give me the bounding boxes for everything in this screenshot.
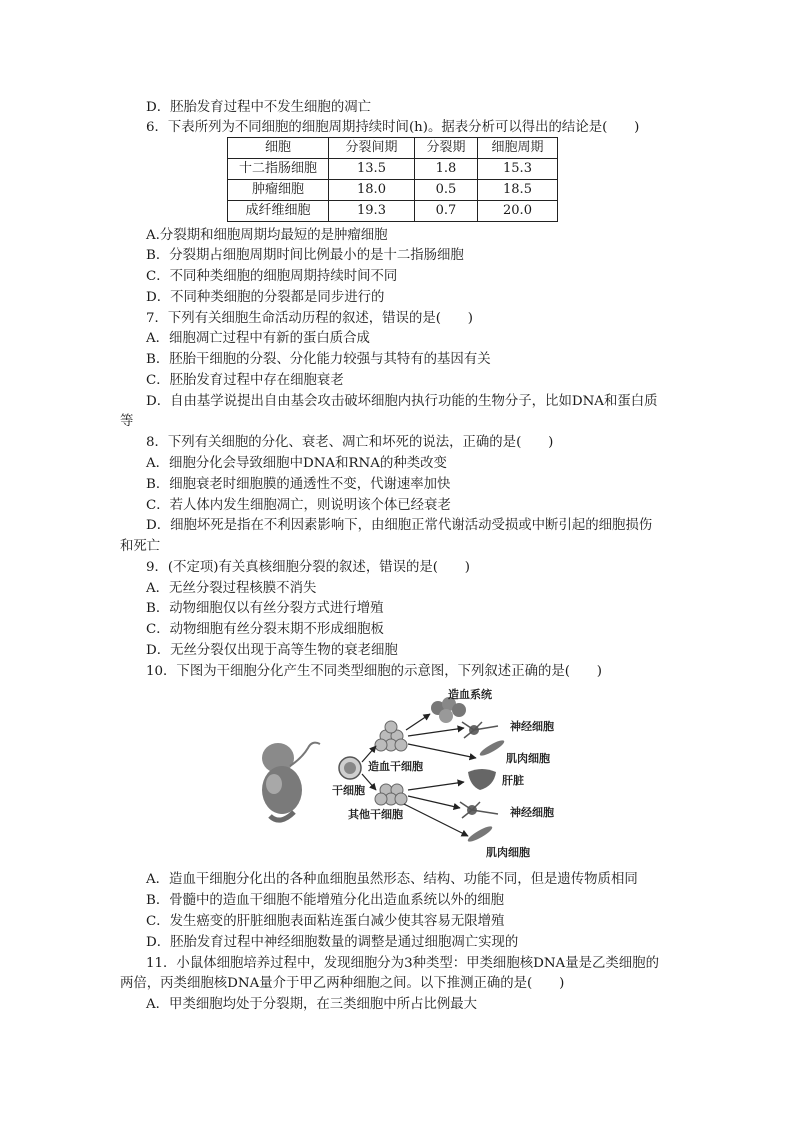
question-8: 8．下列有关细胞的分化、衰老、凋亡和坏死的说法，正确的是( ) bbox=[146, 435, 554, 450]
option-10a: A．造血干细胞分化出的各种血细胞虽然形态、结构、功能不同，但是遗传物质相同 bbox=[146, 872, 638, 887]
option-6d: D．不同种类细胞的分裂都是同步进行的 bbox=[146, 290, 385, 305]
option-9c: C．动物细胞有丝分裂末期不形成细胞板 bbox=[146, 622, 384, 637]
table-cell: 20.0 bbox=[478, 201, 558, 222]
question-6: 6．下表所列为不同细胞的细胞周期持续时间(h)。据表分析可以得出的结论是( ) bbox=[146, 120, 640, 135]
question-9: 9．(不定项)有关真核细胞分裂的叙述，错误的是( ) bbox=[146, 560, 471, 575]
option-10c: C．发生癌变的肝脏细胞表面粘连蛋白减少使其容易无限增殖 bbox=[146, 914, 505, 929]
muscle-cell-icon bbox=[466, 824, 494, 844]
question-10: 10．下图为干细胞分化产生不同类型细胞的示意图，下列叙述正确的是( ) bbox=[146, 664, 602, 679]
table-header-cell: 细胞周期 bbox=[478, 138, 558, 159]
option-6a: A.分裂期和细胞周期均最短的是肿瘤细胞 bbox=[146, 228, 388, 243]
neuron-icon bbox=[460, 802, 498, 818]
table-cell: 0.7 bbox=[415, 201, 478, 222]
table-cell: 1.8 bbox=[415, 159, 478, 180]
stem-cell bbox=[339, 757, 361, 779]
option-10b: B．骨髓中的造血干细胞不能增殖分化出造血系统以外的细胞 bbox=[146, 893, 504, 908]
option-7d-cont: 等 bbox=[120, 414, 134, 429]
question-11: 11．小鼠体细胞培养过程中，发现细胞分为3种类型：甲类细胞核DNA量是乙类细胞的 bbox=[146, 956, 659, 971]
option-8b: B．细胞衰老时细胞膜的通透性不变，代谢速率加快 bbox=[146, 477, 451, 492]
table-header-row bbox=[228, 138, 558, 159]
label-stem-cell: 干细胞 bbox=[332, 784, 365, 797]
label-neuron-top: 神经细胞 bbox=[510, 720, 554, 733]
liver-icon bbox=[468, 769, 496, 790]
option-7a: A．细胞凋亡过程中有新的蛋白质合成 bbox=[146, 331, 370, 346]
table-header-cell: 细胞 bbox=[228, 138, 329, 159]
label-other-stem: 其他干细胞 bbox=[348, 808, 403, 821]
option-9d: D．无丝分裂仅出现于高等生物的衰老细胞 bbox=[146, 643, 398, 658]
table-cell: 0.5 bbox=[415, 180, 478, 201]
muscle-cell-icon bbox=[478, 738, 506, 758]
other-stem-cluster bbox=[375, 784, 407, 805]
label-blood-system: 造血系统 bbox=[448, 688, 492, 701]
option-7c: C．胚胎发育过程中存在细胞衰老 bbox=[146, 373, 344, 388]
option-7d: D．自由基学说提出自由基会攻击破坏细胞内执行功能的生物分子，比如DNA和蛋白质 bbox=[146, 394, 658, 409]
table-row bbox=[228, 159, 558, 180]
table-cell: 18.0 bbox=[329, 180, 415, 201]
option-10d: D．胚胎发育过程中神经细胞数量的调整是通过细胞凋亡实现的 bbox=[146, 935, 519, 950]
label-muscle-top: 肌肉细胞 bbox=[506, 752, 550, 765]
table-cell: 十二指肠细胞 bbox=[228, 159, 329, 180]
hsc-cluster bbox=[375, 721, 407, 751]
option-6b: B．分裂期占细胞周期时间比例最小的是十二指肠细胞 bbox=[146, 248, 464, 263]
table-row bbox=[228, 180, 558, 201]
option-9a: A．无丝分裂过程核膜不消失 bbox=[146, 581, 317, 596]
question-7: 7．下列有关细胞生命活动历程的叙述，错误的是( ) bbox=[146, 311, 473, 326]
option-9b: B．动物细胞仅以有丝分裂方式进行增殖 bbox=[146, 601, 384, 616]
option-6c: C．不同种类细胞的细胞周期持续时间不同 bbox=[146, 269, 398, 284]
table-cell: 成纤维细胞 bbox=[228, 201, 329, 222]
table-cell: 15.3 bbox=[478, 159, 558, 180]
option-11a: A．甲类细胞均处于分裂期，在三类细胞中所占比例最大 bbox=[146, 997, 478, 1012]
table-row bbox=[228, 201, 558, 222]
table-cell: 18.5 bbox=[478, 180, 558, 201]
table-header-cell: 分裂间期 bbox=[329, 138, 415, 159]
option-8c: C．若人体内发生细胞凋亡，则说明该个体已经衰老 bbox=[146, 498, 451, 513]
stem-cell-differentiation-figure bbox=[250, 686, 580, 862]
table-cell: 19.3 bbox=[329, 201, 415, 222]
option-8a: A．细胞分化会导致细胞中DNA和RNA的种类改变 bbox=[146, 456, 447, 471]
fetus-illustration bbox=[262, 743, 320, 821]
option-8d-cont: 和死亡 bbox=[120, 539, 161, 554]
label-muscle-bottom: 肌肉细胞 bbox=[486, 846, 530, 859]
option-7b: B．胚胎干细胞的分裂、分化能力较强与其特有的基因有关 bbox=[146, 352, 491, 367]
question-11-cont: 两倍，丙类细胞核DNA量介于甲乙两种细胞之间。以下推测正确的是( ) bbox=[120, 976, 565, 991]
label-liver: 肝脏 bbox=[502, 774, 524, 787]
table-cell: 肿瘤细胞 bbox=[228, 180, 329, 201]
option-8d: D．细胞坏死是指在不利因素影响下，由细胞正常代谢活动受损或中断引起的细胞损伤 bbox=[146, 518, 653, 533]
table-header-cell: 分裂期 bbox=[415, 138, 478, 159]
label-neuron-bottom: 神经细胞 bbox=[510, 806, 554, 819]
neuron-icon bbox=[462, 722, 498, 738]
label-hsc: 造血干细胞 bbox=[368, 760, 423, 773]
table-cell: 13.5 bbox=[329, 159, 415, 180]
cell-cycle-table bbox=[227, 137, 558, 222]
option-5d: D．胚胎发育过程中不发生细胞的凋亡 bbox=[146, 100, 371, 115]
